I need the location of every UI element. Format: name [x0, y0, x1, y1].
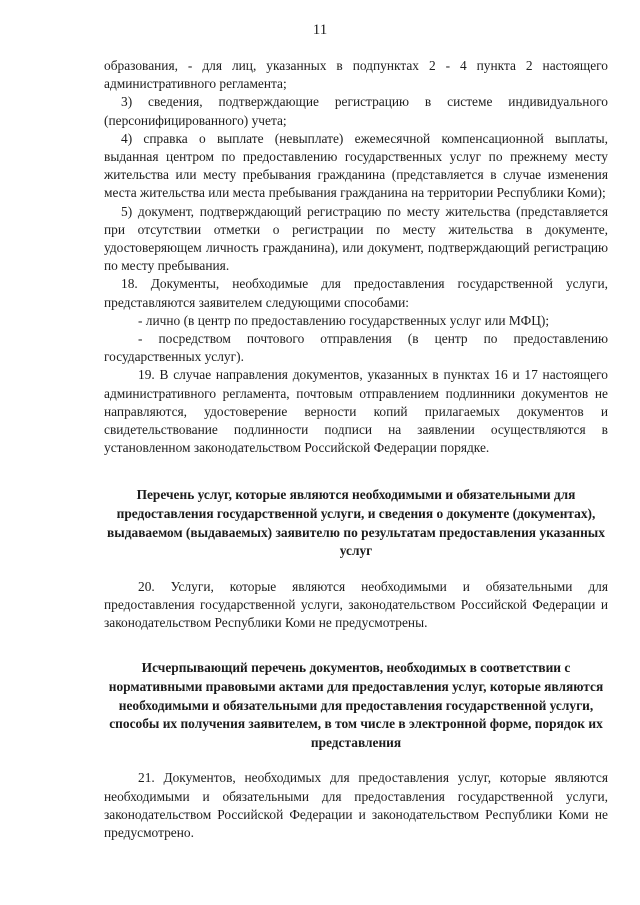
page-number: 11 — [312, 22, 328, 38]
section-heading-documents: Исчерпывающий перечень документов, необходимых в соответствии с нормативными правовыми актами для предоставления услуг, которые являются необходимыми и обязательными для предоставления государственной услуги, способы их получения заявителем, в том числе в электронной форме, порядок их представления — [108, 660, 604, 750]
paragraph-item-3: 3) сведения, подтверждающие регистрацию в системе индивидуального (персонифицированного) учета; — [104, 94, 608, 128]
paragraph-item-5: 5) документ, подтверждающий регистрацию по месту жительства (представляется при отсутствии отметки о регистрации по месту жительства в документе, удостоверяющем личность гражданина), или документ, подтверждающий регистрацию по месту пребывания. — [104, 203, 608, 274]
document-body — [104, 57, 608, 842]
section-heading-services: Перечень услуг, которые являются необходимыми и обязательными для предоставления государственной услуги, и сведения о документе (документах), выдаваемом (выдаваемых) заявителю по результатам предоставления указанных услуг — [107, 487, 605, 559]
paragraph-item-4: 4) справка о выплате (невыплате) ежемесячной компенсационной выплаты, выданная центром по предоставлению государственных услуг по прежнему месту жительства или месту пребывания гражданина (представляется в случае изменения места жительства или места пребывания гражданина на территории Республики Коми); — [104, 130, 608, 201]
paragraph-21: 21. Документов, необходимых для предоставления услуг, которые являются необходимыми и обязательными для предоставления государственной услуги, законодательством Российской Федерации и законодательством Республики Коми не предусмотрено. — [104, 770, 608, 841]
paragraph-18: 18. Документы, необходимые для предоставления государственной услуги, представляются заявителем следующими способами: — [104, 276, 608, 310]
list-item-in-person: - лично (в центр по предоставлению государственных услуг или МФЦ); — [138, 312, 550, 328]
paragraph-20: 20. Услуги, которые являются необходимыми и обязательными для предоставления государственной услуги, законодательством Российской Федерации и законодательством Республики Коми не предусмотрены. — [104, 578, 608, 631]
list-item-postal: - посредством почтового отправления (в центр по предоставлению государственных услуг). — [104, 331, 608, 365]
paragraph-19: 19. В случае направления документов, указанных в пунктах 16 и 17 настоящего административного регламента, почтовым отправлением подлинники документов не направляются, удостоверение верности копий прилагаемых документов и свидетельствование подлинности подписи на заявлении осуществляются в установленном законодательством Российской Федерации порядке. — [104, 367, 608, 456]
paragraph-education-continuation: образования, - для лиц, указанных в подпунктах 2 - 4 пункта 2 настоящего административного регламента; — [104, 58, 608, 92]
